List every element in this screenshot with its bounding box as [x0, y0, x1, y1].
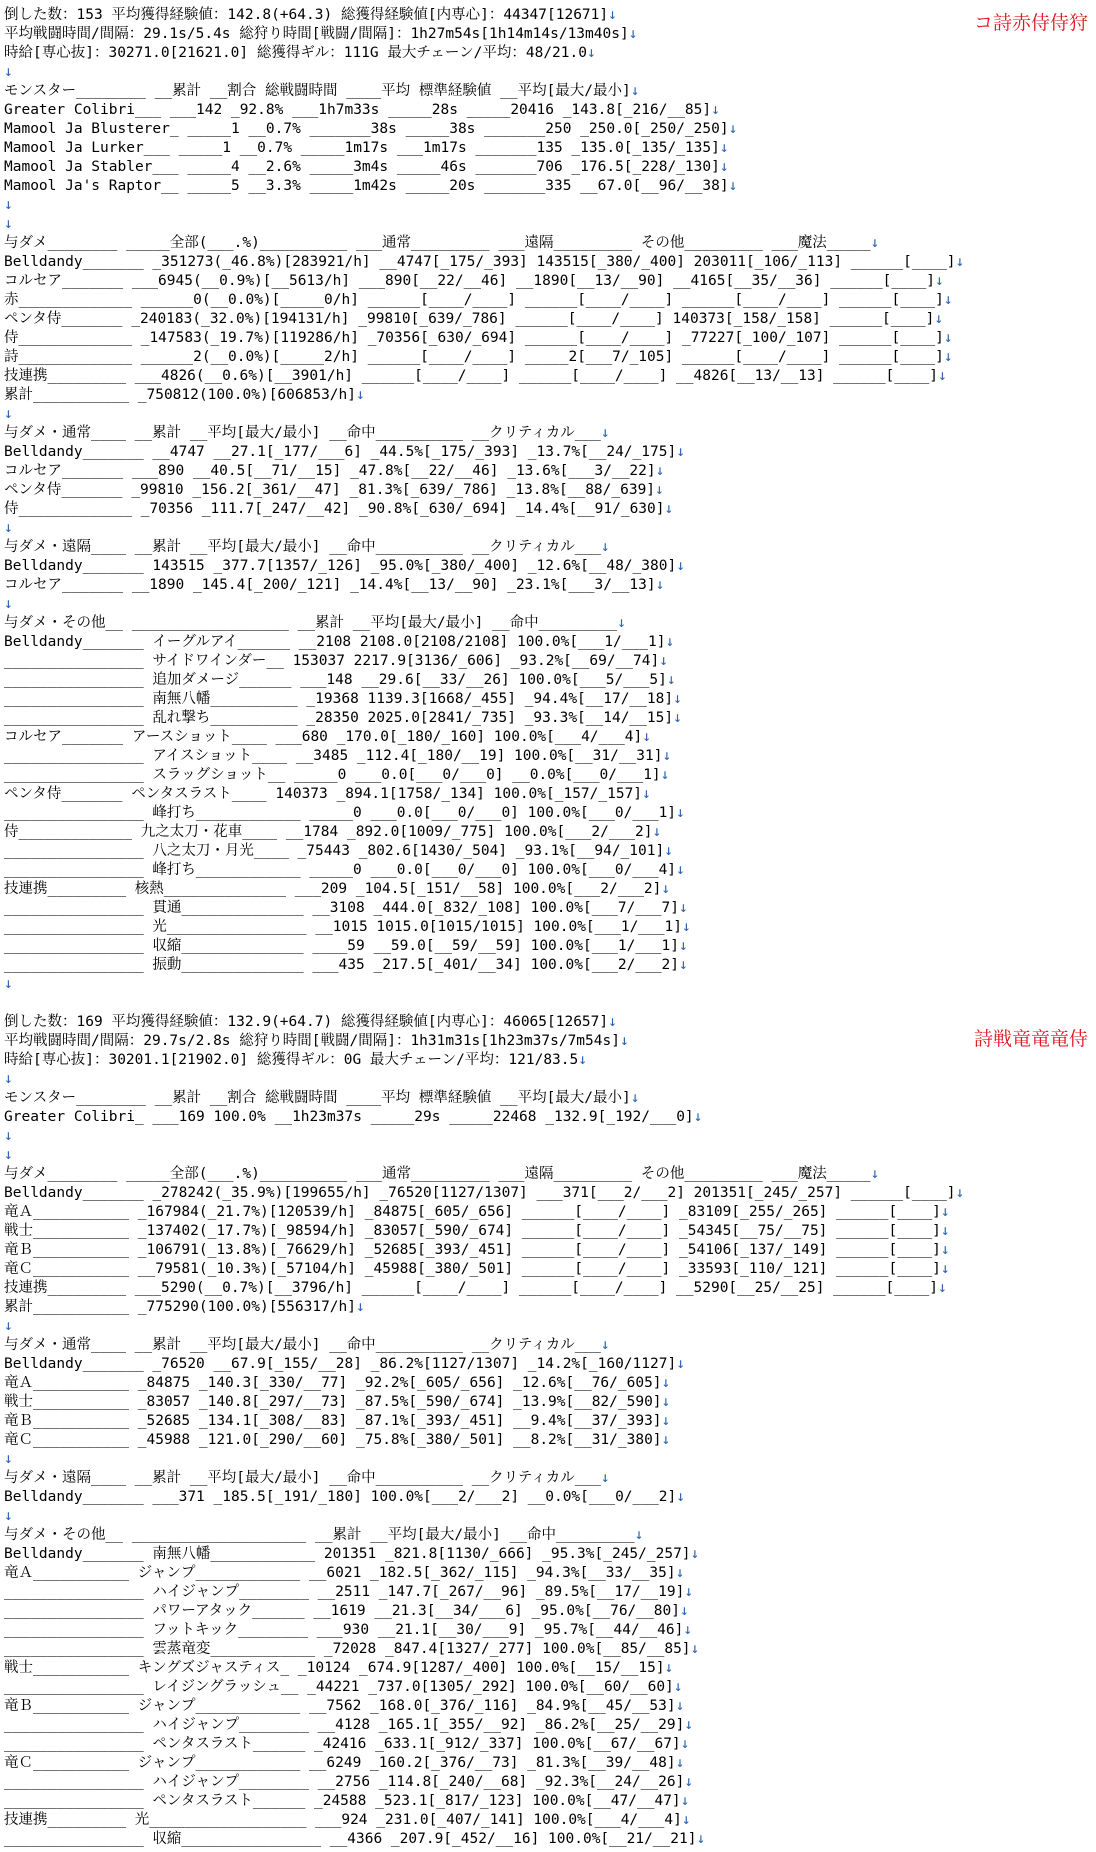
log-line	[4, 1469, 1092, 1488]
line-return-icon: ↓	[676, 1356, 685, 1372]
log-line	[4, 861, 1092, 880]
line-return-icon: ↓	[943, 330, 953, 346]
log-line	[4, 804, 1092, 823]
log-line-text: コルセア_______ ___6945(__0.9%)[__5613/h] ___890[__22/__46] __1890[__13/__90] __4165[__35/__36] ______[____]	[4, 273, 935, 289]
line-return-icon: ↓	[661, 881, 671, 897]
line-return-icon: ↓	[870, 235, 880, 251]
line-return-icon: ↓	[659, 653, 668, 669]
log-line-text: Belldandy_______ _351273(_46.8%)[283921/h] __4747[_175/_393] 143515[_380/_400] 203011[_106/_113] ______[____]	[4, 254, 956, 270]
line-return-icon: ↓	[600, 1470, 610, 1486]
log-line	[4, 747, 1092, 766]
line-return-icon: ↓	[642, 729, 651, 745]
log-line-text: モンスター________ __累計 __割合 総戦闘時間 ____平均 標準経験値 __平均[最大/最小]	[4, 83, 631, 99]
log-line-text: 与ダメ________ _____全部(___.%)__________ ___通常_________ ___遠隔_________ その他_________ ___魔法_____	[4, 1166, 871, 1182]
line-return-icon: ↓	[690, 1546, 700, 1562]
line-return-icon: ↓	[943, 292, 953, 308]
line-return-icon: ↓	[719, 140, 729, 156]
log-line	[4, 196, 1092, 215]
log-line	[4, 1830, 1092, 1849]
log-line	[4, 1089, 1092, 1108]
log-line-text: 倒した数：169 平均獲得経験値：132.9(+64.7) 総獲得経験値[内専心]：46065[12657]	[4, 1014, 609, 1030]
log-line-text: 詩_____________ ______2(__0.0%)[_____2/h] ______[____/____] _____2[___7/_105] ______[____/____] ______[____]	[4, 349, 944, 365]
log-line	[4, 918, 1092, 937]
log-line	[4, 177, 1092, 196]
log-line	[4, 386, 1092, 405]
log-line	[4, 671, 1092, 690]
line-return-icon: ↓	[683, 1622, 693, 1638]
log-line	[4, 614, 1092, 633]
section-spacer	[4, 994, 1092, 1013]
line-return-icon: ↓	[679, 957, 688, 973]
line-return-icon: ↓	[661, 1394, 671, 1410]
log-line-text: ________________ 貫通______________ __3108 _444.0[_832/_108] 100.0%[___7/___7]	[4, 900, 680, 916]
log-line	[4, 1773, 1092, 1792]
line-return-icon: ↓	[661, 1375, 671, 1391]
line-return-icon: ↓	[673, 1679, 683, 1695]
log-line-text: ________________ ハイジャンプ________ __2511 _147.7[_267/__96] _89.5%[__17/__19]	[4, 1584, 685, 1600]
party-composition-label: 詩戦竜竜竜侍	[973, 1028, 1088, 1050]
log-line-text: Belldandy_______ __4747 __27.1[_177/___6] _44.5%[_175/_393] _13.7%[__24/_175]	[4, 444, 677, 460]
line-return-icon: ↓	[676, 805, 685, 821]
log-line	[4, 1260, 1092, 1279]
log-line	[4, 1602, 1092, 1621]
log-line-text: 竜Ａ___________ ジャンプ____________ __6021 _182.5[_362/_115] _94.3%[__33/__35]	[4, 1565, 676, 1581]
line-return-icon: ↓	[955, 1185, 965, 1201]
log-line-text: Mamool Ja Blusterer_ _____1 __0.7% _______38s _____38s _______250 _250.0[_250/_250]	[4, 121, 729, 137]
log-line	[4, 1146, 1092, 1165]
log-line-text: 平均戦闘時間/間隔：29.1s/5.4s 総狩り時間[戦闘/間隔]：1h27m54s[1h14m14s/13m40s]	[4, 26, 629, 42]
line-return-icon: ↓	[675, 1755, 685, 1771]
log-line	[4, 1222, 1092, 1241]
line-return-icon: ↓	[4, 1318, 13, 1334]
line-return-icon: ↓	[675, 1565, 685, 1581]
log-section	[4, 1013, 1092, 1849]
log-line	[4, 1716, 1092, 1735]
log-line	[4, 405, 1092, 424]
log-line-text: ________________ 光________________ __1015 1015.0[1015/1015] 100.0%[___1/___1]	[4, 919, 682, 935]
line-return-icon: ↓	[666, 672, 676, 688]
log-line-text: 技連携_________ 光__________________ ___924 _231.0[_407/_141] 100.0%[___4/___4]	[4, 1812, 682, 1828]
log-line-text: Belldandy_______ _278242(_35.9%)[199655/h] _76520[1127/1307] ___371[___2/___2] 201351[_245/_257] ______[____]	[4, 1185, 956, 1201]
log-line-text: 竜Ａ___________ _84875 _140.3[_330/__77] _92.2%[_605/_656] _12.6%[__76/_605]	[4, 1375, 662, 1391]
log-line	[4, 1374, 1092, 1393]
log-line-text: Belldandy_______ イーグルアイ______ __2108 2108.0[2108/2108] 100.0%[___1/___1]	[4, 634, 666, 650]
line-return-icon: ↓	[693, 1109, 703, 1125]
log-line	[4, 101, 1092, 120]
log-line	[4, 576, 1092, 595]
log-line-text: ________________ サイドワインダー__ 153037 2217.9[3136/_606] _93.2%[__69/__74]	[4, 653, 660, 669]
log-line	[4, 215, 1092, 234]
log-line-text: 平均戦闘時間/間隔：29.7s/2.8s 総狩り時間[戦闘/間隔]：1h31m31s[1h23m37s/7m54s]	[4, 1033, 620, 1049]
log-line	[4, 500, 1092, 519]
line-return-icon: ↓	[628, 26, 638, 42]
log-line-text: 与ダメ・その他__ __________________ __累計 __平均[最大/最小] __命中_________	[4, 615, 618, 631]
line-return-icon: ↓	[4, 197, 13, 213]
log-line	[4, 1583, 1092, 1602]
log-line	[4, 1127, 1092, 1146]
line-return-icon: ↓	[4, 64, 13, 80]
log-line-text: ペンタ侍_______ ペンタスラスト____ 140373 _894.1[1758/_134] 100.0%[_157/_157]	[4, 786, 643, 802]
line-return-icon: ↓	[356, 387, 365, 403]
log-line	[4, 1488, 1092, 1507]
line-return-icon: ↓	[676, 558, 685, 574]
log-line	[4, 329, 1092, 348]
log-line-text: ________________ 雲蒸竜変____________ _72028 _847.4[1327/_277] 100.0%[__85/__85]	[4, 1641, 691, 1657]
line-return-icon: ↓	[665, 634, 675, 650]
log-line	[4, 1697, 1092, 1716]
log-line-text: 戦士___________ キングズジャスティス_ _10124 _674.9[1287/_400] 100.0%[__15/__15]	[4, 1660, 665, 1676]
log-line-text: 時給[専心抜]：30271.0[21621.0] 総獲得ギル：111G 最大チェーン/平均：48/21.0	[4, 45, 587, 61]
line-return-icon: ↓	[619, 1033, 629, 1049]
log-line	[4, 120, 1092, 139]
line-return-icon: ↓	[655, 482, 664, 498]
log-line-text: モンスター________ __累計 __割合 総戦闘時間 ____平均 標準経験値 __平均[最大/最小]	[4, 1090, 631, 1106]
log-line	[4, 538, 1092, 557]
log-line-text: 竜Ｃ___________ __79581(_10.3%)[_57104/h] _45988[_380/_501] ______[____/____] _33593[_110/_121] ______[____]	[4, 1261, 941, 1277]
log-line-text: ________________ ハイジャンプ________ __4128 _165.1[_355/__92] _86.2%[__25/__29]	[4, 1717, 685, 1733]
log-line	[4, 25, 1092, 44]
line-return-icon: ↓	[940, 1223, 950, 1239]
line-return-icon: ↓	[356, 1299, 365, 1315]
battle-log-document	[4, 6, 1092, 1849]
log-line-text: ペンタ侍_______ _99810 _156.2[_361/__47] _81.3%[_639/_786] _13.8%[__88/_639]	[4, 482, 656, 498]
line-return-icon: ↓	[943, 349, 953, 365]
line-return-icon: ↓	[676, 444, 685, 460]
log-line-text: ________________ ハイジャンプ________ __2756 _114.8[_240/__68] _92.3%[__24/__26]	[4, 1774, 685, 1790]
log-line-text: 与ダメ・遠隔____ __累計 __平均[最大/最小] __命中__________ __クリティカル___	[4, 1470, 601, 1486]
log-line-text: 時給[専心抜]：30201.1[21902.0] 総獲得ギル：0G 最大チェーン/平均：121/83.5	[4, 1052, 579, 1068]
log-line-text: 侍_____________ _147583(_19.7%)[119286/h] _70356[_630/_694] ______[____/____] _77227[_100/_107] ______[____]	[4, 330, 944, 346]
line-return-icon: ↓	[642, 786, 651, 802]
log-line-text: Greater Colibri___ ___142 _92.8% ___1h7m33s _____28s _____20416 _143.8[_216/__85]	[4, 102, 712, 118]
log-line	[4, 823, 1092, 842]
log-line	[4, 1640, 1092, 1659]
line-return-icon: ↓	[664, 843, 673, 859]
line-return-icon: ↓	[630, 1090, 640, 1106]
line-return-icon: ↓	[655, 463, 665, 479]
log-line	[4, 595, 1092, 614]
log-line	[4, 1526, 1092, 1545]
log-line	[4, 1051, 1092, 1070]
line-return-icon: ↓	[681, 1812, 691, 1828]
log-line-text: Mamool Ja Stabler___ _____4 __2.6% _____3m4s _____46s _______706 _176.5[_228/_130]	[4, 159, 720, 175]
log-line-text: コルセア_______ アースショット____ ___680 _170.0[_180/_160] 100.0%[___4/___4]	[4, 729, 643, 745]
log-line-text: 戦士___________ _83057 _140.8[_297/__73] _87.5%[_590/_674] _13.9%[__82/_590]	[4, 1394, 662, 1410]
log-line-text: ________________ 八之太刀・月光____ _75443 _802.6[1430/_504] _93.1%[__94/_101]	[4, 843, 665, 859]
log-line	[4, 424, 1092, 443]
line-return-icon: ↓	[937, 1280, 947, 1296]
line-return-icon: ↓	[600, 539, 610, 555]
log-line	[4, 1241, 1092, 1260]
log-line	[4, 272, 1092, 291]
log-line	[4, 652, 1092, 671]
log-line	[4, 139, 1092, 158]
log-line	[4, 1032, 1092, 1051]
log-line	[4, 1108, 1092, 1127]
log-line	[4, 443, 1092, 462]
log-line-text: ________________ スラッグショット__ _____0 ___0.0[___0/___0] __0.0%[___0/___1]	[4, 767, 661, 783]
line-return-icon: ↓	[680, 1793, 690, 1809]
line-return-icon: ↓	[679, 1603, 689, 1619]
party-composition-label: コ詩赤侍侍狩	[973, 12, 1088, 34]
log-line-text: ________________ 収縮________________ __4366 _207.9[_452/__16] 100.0%[__21/__21]	[4, 1831, 697, 1847]
log-line	[4, 1013, 1092, 1032]
line-return-icon: ↓	[728, 121, 738, 137]
log-line	[4, 842, 1092, 861]
line-return-icon: ↓	[662, 748, 672, 764]
log-line	[4, 1070, 1092, 1089]
line-return-icon: ↓	[940, 1261, 950, 1277]
log-line-text: ________________ 峰打ち____________ _____0 ___0.0[___0/___0] 100.0%[___0/___1]	[4, 805, 677, 821]
log-line	[4, 956, 1092, 975]
log-line-text: 竜Ｃ___________ ジャンプ____________ __6249 _160.2[_376/__73] _81.3%[__39/__48]	[4, 1755, 676, 1771]
line-return-icon: ↓	[684, 1584, 694, 1600]
line-return-icon: ↓	[652, 824, 662, 840]
log-line-text: 累計___________ _775290(100.0%)[556317/h]	[4, 1299, 357, 1315]
log-line	[4, 348, 1092, 367]
log-line-text: Belldandy_______ _76520 __67.9[_155/__28] _86.2%[1127/1307] _14.2%[_160/1127]	[4, 1356, 677, 1372]
line-return-icon: ↓	[940, 1242, 950, 1258]
log-line-text: 赤_____________ ______0(__0.0%)[_____0/h] ______[____/____] ______[____/____] ______[____/____] ______[____]	[4, 292, 944, 308]
log-line-text: ________________ 収縮______________ ____59 __59.0[__59/__59] 100.0%[___1/___1]	[4, 938, 680, 954]
log-line	[4, 1659, 1092, 1678]
log-line-text: ________________ 振動______________ ___435 _217.5[_401/__34] 100.0%[___2/___2]	[4, 957, 680, 973]
line-return-icon: ↓	[608, 1014, 617, 1030]
log-line	[4, 1298, 1092, 1317]
log-line	[4, 1431, 1092, 1450]
log-line-text: 与ダメ・その他__ ____________________ __累計 __平均[最大/最小] __命中_________	[4, 1527, 635, 1543]
log-line-text: 与ダメ・遠隔____ __累計 __平均[最大/最小] __命中__________ __クリティカル___	[4, 539, 601, 555]
log-line-text: ________________ レイジングラッシュ__ _44221 _737.0[1305/_292] 100.0%[__60/__60]	[4, 1679, 674, 1695]
log-line	[4, 728, 1092, 747]
log-line-text: ________________ 追加ダメージ______ ___148 __29.6[__33/__26] 100.0%[___5/___5]	[4, 672, 667, 688]
line-return-icon: ↓	[934, 311, 944, 327]
log-line-text: 侍_____________ 九之太刀・花車____ __1784 _892.0[1009/_775] 100.0%[___2/___2]	[4, 824, 653, 840]
log-line	[4, 519, 1092, 538]
line-return-icon: ↓	[679, 938, 688, 954]
log-line	[4, 44, 1092, 63]
log-line	[4, 690, 1092, 709]
log-line-text: 竜Ａ___________ _167984(_21.7%)[120539/h] _84875[_605/_656] ______[____/____] _83109[_255/_265] ______[____]	[4, 1204, 941, 1220]
line-return-icon: ↓	[728, 178, 738, 194]
log-line	[4, 1735, 1092, 1754]
line-return-icon: ↓	[684, 1774, 694, 1790]
log-line-text: ________________ アイスショット____ __3485 _112.4[_180/__19] 100.0%[__31/__31]	[4, 748, 663, 764]
line-return-icon: ↓	[4, 216, 13, 232]
log-line-text: 累計___________ _750812(100.0%)[606853/h]	[4, 387, 357, 403]
line-return-icon: ↓	[661, 1413, 671, 1429]
line-return-icon: ↓	[4, 1451, 13, 1467]
log-line	[4, 1754, 1092, 1773]
line-return-icon: ↓	[655, 577, 665, 593]
line-return-icon: ↓	[617, 615, 626, 631]
log-line-text: Greater Colibri_ ___169 100.0% __1h23m37s _____29s _____22468 _132.9[_192/___0]	[4, 1109, 694, 1125]
log-line	[4, 63, 1092, 82]
line-return-icon: ↓	[586, 45, 596, 61]
log-line-text: Belldandy_______ 南無八幡____________ 201351 _821.8[1130/_666] _95.3%[_245/_257]	[4, 1546, 691, 1562]
log-line	[4, 1165, 1092, 1184]
log-line	[4, 253, 1092, 272]
line-return-icon: ↓	[634, 1527, 644, 1543]
line-return-icon: ↓	[684, 1717, 694, 1733]
log-line-text: Mamool Ja's Raptor__ _____5 __3.3% _____1m42s _____20s _______335 __67.0[__96/__38]	[4, 178, 729, 194]
log-line-text: 技連携_________ ___4826(__0.6%)[__3901/h] ______[____/____] ______[____/____] __4826[__13/__13] ______[____]	[4, 368, 938, 384]
log-line-text: 戦士___________ _137402(_17.7%)[_98594/h] _83057[_590/_674] ______[____/____] _54345[__75/__75] ______[____]	[4, 1223, 941, 1239]
line-return-icon: ↓	[719, 159, 729, 175]
log-line	[4, 1355, 1092, 1374]
line-return-icon: ↓	[870, 1166, 880, 1182]
line-return-icon: ↓	[696, 1831, 706, 1847]
log-line-text: ________________ 峰打ち____________ _____0 ___0.0[___0/___0] 100.0%[___0/___4]	[4, 862, 677, 878]
line-return-icon: ↓	[675, 1698, 685, 1714]
log-line	[4, 310, 1092, 329]
log-line	[4, 1203, 1092, 1222]
line-return-icon: ↓	[676, 1489, 685, 1505]
log-line	[4, 6, 1092, 25]
log-line	[4, 1564, 1092, 1583]
log-line	[4, 291, 1092, 310]
log-line	[4, 557, 1092, 576]
log-line	[4, 158, 1092, 177]
log-section	[4, 6, 1092, 994]
line-return-icon: ↓	[4, 406, 13, 422]
log-line-text: 倒した数：153 平均獲得経験値：142.8(+64.3) 総獲得経験値[内専心]：44347[12671]	[4, 7, 609, 23]
line-return-icon: ↓	[679, 900, 688, 916]
line-return-icon: ↓	[690, 1641, 700, 1657]
line-return-icon: ↓	[600, 1337, 610, 1353]
log-line-text: ________________ パワーアタック______ __1619 __21.3[__34/___6] _95.0%[__76/__80]	[4, 1603, 680, 1619]
log-line	[4, 899, 1092, 918]
log-line-text: ________________ フットキック________ ___930 __21.1[__30/___9] _95.7%[__44/__46]	[4, 1622, 684, 1638]
log-line	[4, 633, 1092, 652]
log-line	[4, 1678, 1092, 1697]
log-line	[4, 709, 1092, 728]
line-return-icon: ↓	[630, 83, 640, 99]
log-line	[4, 1545, 1092, 1564]
line-return-icon: ↓	[664, 501, 674, 517]
log-line-text: ________________ 乱れ撃ち__________ _28350 2025.0[2841/_735] _93.3%[__14/__15]	[4, 710, 674, 726]
line-return-icon: ↓	[661, 1432, 671, 1448]
log-line	[4, 82, 1092, 101]
line-return-icon: ↓	[673, 710, 682, 726]
log-line	[4, 1792, 1092, 1811]
log-line-text: 与ダメ・通常____ __累計 __平均[最大/最小] __命中__________ __クリティカル___	[4, 1337, 601, 1353]
log-line	[4, 785, 1092, 804]
line-return-icon: ↓	[4, 1508, 13, 1524]
log-line-text: 竜Ｂ___________ ジャンプ____________ __7562 _168.0[_376/_116] _84.9%[__45/__53]	[4, 1698, 676, 1714]
line-return-icon: ↓	[578, 1052, 587, 1068]
log-line	[4, 1393, 1092, 1412]
log-line-text: 与ダメ________ _____全部(___.%)__________ ___通常_________ ___遠隔_________ その他_________ ___魔法_____	[4, 235, 871, 251]
line-return-icon: ↓	[673, 691, 682, 707]
log-line-text: 竜Ｃ___________ _45988 _121.0[_290/__60] _75.8%[_380/_501] __8.2%[__31/_380]	[4, 1432, 662, 1448]
log-line-text: 侍_____________ _70356 _111.7[_247/__42] _90.8%[_630/_694] _14.4%[__91/_630]	[4, 501, 665, 517]
log-line-text: ________________ ペンタスラスト______ _42416 _633.1[_912/_337] 100.0%[__67/__67]	[4, 1736, 681, 1752]
line-return-icon: ↓	[711, 102, 720, 118]
line-return-icon: ↓	[4, 1071, 13, 1087]
log-line	[4, 234, 1092, 253]
log-line-text: ________________ 南無八幡__________ _19368 1139.3[1668/_455] _94.4%[__17/__18]	[4, 691, 674, 707]
line-return-icon: ↓	[955, 254, 965, 270]
log-line	[4, 1450, 1092, 1469]
line-return-icon: ↓	[4, 1128, 13, 1144]
line-return-icon: ↓	[660, 767, 670, 783]
line-return-icon: ↓	[937, 368, 947, 384]
line-return-icon: ↓	[4, 976, 13, 992]
log-line-text: Mamool Ja Lurker___ _____1 __0.7% _____1m17s ___1m17s _______135 _135.0[_135/_135]	[4, 140, 720, 156]
log-line	[4, 1412, 1092, 1431]
log-line-text: コルセア_______ __1890 _145.4[_200/_121] _14.4%[__13/__90] _23.1%[___3/__13]	[4, 577, 656, 593]
line-return-icon: ↓	[676, 862, 685, 878]
log-line	[4, 367, 1092, 386]
line-return-icon: ↓	[4, 596, 13, 612]
log-line-text: ________________ ペンタスラスト______ _24588 _523.1[_817/_123] 100.0%[__47/__47]	[4, 1793, 681, 1809]
log-line-text: ペンタ侍_______ _240183(_32.0%)[194131/h] _99810[_639/_786] ______[____/____] 140373[_158/_158] ______[____]	[4, 311, 935, 327]
line-return-icon: ↓	[664, 1660, 674, 1676]
line-return-icon: ↓	[934, 273, 944, 289]
log-line-text: コルセア_______ ___890 __40.5[__71/__15] _47.8%[__22/__46] _13.6%[___3/__22]	[4, 463, 656, 479]
line-return-icon: ↓	[600, 425, 610, 441]
line-return-icon: ↓	[4, 520, 13, 536]
log-line-text: Belldandy_______ ___371 _185.5[_191/_180] 100.0%[___2/___2] __0.0%[___0/___2]	[4, 1489, 677, 1505]
log-line	[4, 462, 1092, 481]
log-line	[4, 880, 1092, 899]
log-line	[4, 1811, 1092, 1830]
log-line	[4, 975, 1092, 994]
log-line	[4, 1621, 1092, 1640]
log-line	[4, 481, 1092, 500]
log-line-text: Belldandy_______ 143515 _377.7[1357/_126] _95.0%[_380/_400] _12.6%[__48/_380]	[4, 558, 677, 574]
log-line-text: 与ダメ・通常____ __累計 __平均[最大/最小] __命中__________ __クリティカル___	[4, 425, 601, 441]
log-line-text: 技連携_________ ___5290(__0.7%)[__3796/h] ______[____/____] ______[____/____] __5290[__25/__25] ______[____]	[4, 1280, 938, 1296]
log-line	[4, 766, 1092, 785]
log-line	[4, 1507, 1092, 1526]
line-return-icon: ↓	[608, 7, 617, 23]
log-line-text: 技連携_________ 核熱______________ ___209 _104.5[_151/__58] 100.0%[___2/___2]	[4, 881, 662, 897]
log-line-text: 竜Ｂ___________ _106791(_13.8%)[_76629/h] _52685[_393/_451] ______[____/____] _54106[_137/_149] ______[____]	[4, 1242, 941, 1258]
log-line	[4, 937, 1092, 956]
log-line	[4, 1317, 1092, 1336]
line-return-icon: ↓	[680, 1736, 690, 1752]
log-line-text: 竜Ｂ___________ _52685 _134.1[_308/__83] _87.1%[_393/_451] __9.4%[__37/_393]	[4, 1413, 662, 1429]
log-line	[4, 1336, 1092, 1355]
line-return-icon: ↓	[4, 1147, 13, 1163]
line-return-icon: ↓	[681, 919, 691, 935]
log-line	[4, 1279, 1092, 1298]
line-return-icon: ↓	[940, 1204, 950, 1220]
log-line	[4, 1184, 1092, 1203]
